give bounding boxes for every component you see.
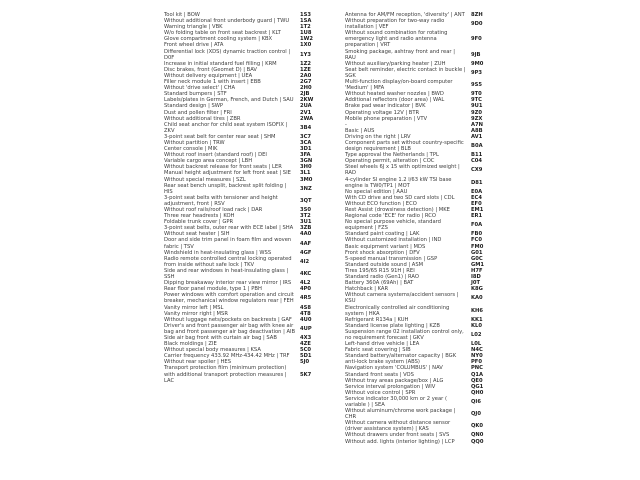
option-description: Standard front seats | VOS — [345, 371, 414, 378]
option-description: Windshield in heat-insulating glass | WSS — [164, 249, 272, 256]
option-description: With CD drive and two SD card slots | CDL — [345, 194, 455, 201]
option-code: 3M0 — [300, 176, 313, 183]
option-code: 4S8 — [300, 304, 311, 311]
option-code: 3C7 — [300, 133, 312, 140]
option-description: Mobile phone preparation | VTV — [345, 115, 428, 122]
option-description: 3-point seat belt for center rear seat | SHM — [164, 133, 276, 140]
option-code: QJ0 — [471, 411, 481, 418]
option-code: 2KW — [300, 97, 314, 104]
option-code: 5C0 — [300, 347, 312, 354]
option-description: Foldable trunk cover | GPR — [164, 219, 234, 226]
option-description: Fabric seat covering | SIB — [345, 347, 411, 354]
option-code: 3T2 — [300, 213, 311, 220]
option-description: Disc brakes, front (Geomet D) | BAV — [164, 66, 257, 73]
option-description: Standard battery/alternator capacity | BGK — [345, 353, 457, 360]
option-description: Dust and pollen filter | FRI — [164, 109, 232, 116]
option-row — [345, 439, 486, 445]
option-description: Basic equipment variant | MDS — [345, 243, 426, 250]
option-description: Left-hand drive vehicle | LEA — [345, 341, 420, 348]
option-description: Smoking package, ashtray front and rear | RAU — [345, 48, 455, 61]
option-description: Standard outside sound | ASM — [345, 261, 424, 268]
option-code: 1W2 — [300, 36, 313, 43]
option-code: E0A — [471, 188, 483, 195]
option-description: Without auxiliary/parking heater | ZUH — [345, 60, 446, 67]
option-code: 9U1 — [471, 103, 483, 110]
option-description: Driving on the right | LRV — [345, 133, 411, 140]
option-code: 2A0 — [300, 72, 312, 79]
option-code: 2V1 — [300, 109, 312, 116]
option-description: Without roof rails/roof load rack | DAR — [164, 207, 263, 213]
option-description: Tires 195/65 R15 91H | REI — [345, 267, 415, 274]
option-code: G0C — [471, 255, 483, 262]
option-description: No special purpose vehicle, standard equipment | FZS — [345, 219, 441, 232]
option-description: Navigation system 'COLUMBUS' | NAV — [345, 365, 443, 372]
option-row — [345, 140, 486, 152]
option-description: No special edition | AAU — [345, 188, 408, 195]
option-description: Standard license plate lighting | KZB — [345, 322, 440, 329]
option-description: Without preparation for two-way radio installation | VEF — [345, 18, 445, 31]
option-code: FB0 — [471, 231, 483, 238]
option-description: Increase in initial standard fuel filling | KRM — [164, 60, 277, 67]
option-description: Standard paint coating | LAK — [345, 231, 420, 238]
option-code: F0A — [471, 222, 483, 229]
option-row — [164, 49, 316, 61]
option-description: Vanity mirror left | MSL — [164, 304, 224, 311]
option-code: 3U1 — [300, 219, 312, 226]
option-code: 4P0 — [300, 286, 312, 293]
option-code: 9JB — [471, 51, 481, 58]
option-description: 3-point seat belts with tensioner and height adjustment, front | RSV — [164, 194, 278, 207]
option-description: Without voice control | SPR — [345, 389, 416, 396]
option-code: 2H0 — [300, 85, 312, 92]
option-description: Without rear spoiler | HES — [164, 359, 231, 366]
option-code: FM0 — [471, 243, 484, 250]
option-description: Type approval the Netherlands | TPL — [345, 152, 439, 159]
option-code: QN0 — [471, 432, 484, 439]
option-description: Without customized installation | IND — [345, 237, 442, 244]
option-description: Without aluminum/chrome work package | CHR — [345, 408, 456, 421]
option-code: KH6 — [471, 307, 483, 314]
option-code: 1Y3 — [300, 51, 311, 58]
option-row — [345, 67, 486, 79]
option-code: I8D — [471, 274, 481, 281]
option-code: 9F0 — [471, 36, 482, 43]
option-code: 9S5 — [471, 82, 482, 89]
option-description: W/o folding table on front seat backrest | KLT — [164, 30, 281, 37]
option-description: Side air bag front with curtain air bag | SAB — [164, 334, 277, 341]
option-code: N4C — [471, 347, 483, 354]
option-description: Without camera without distance sensor (driver assistance system) | KAS — [345, 420, 451, 433]
option-code: 3GN — [300, 158, 313, 165]
option-row — [345, 30, 486, 48]
option-row — [345, 329, 486, 341]
option-column-left — [164, 12, 316, 445]
option-row — [345, 420, 486, 432]
option-description: Without special body measures | KSA — [164, 347, 261, 354]
option-row — [345, 49, 486, 61]
option-description: Without luggage nets/pockets on backrests | GAF — [164, 316, 292, 323]
option-row — [164, 122, 316, 134]
option-code: G01 — [471, 249, 483, 256]
option-row — [164, 365, 316, 383]
option-code: B0A — [471, 143, 483, 150]
option-description: Without heated washer nozzles | BWD — [345, 91, 444, 98]
option-code: 4U0 — [300, 316, 312, 323]
option-description: Filler neck module 1 with insert | EBB — [164, 79, 261, 86]
option-code: PF0 — [471, 359, 482, 366]
option-code: H7F — [471, 267, 483, 274]
option-description: Hatchback | KAR — [345, 286, 389, 293]
option-description: Additional reflectors (door area) | WAL — [345, 97, 445, 104]
option-description: Side and rear windows in heat-insulating glass | SSH — [164, 267, 289, 281]
option-code: Q1A — [471, 371, 484, 378]
option-code: 1ZE — [300, 66, 311, 73]
option-code: J0T — [471, 280, 481, 287]
option-code: B11 — [471, 152, 483, 159]
option-description: Warning triangle | VBK — [164, 24, 223, 31]
option-description: Without camera systems/accident sensors | KSU — [345, 292, 459, 305]
option-description: Electronically controlled air conditioning system | HKA — [345, 304, 450, 317]
option-description: Brake pad wear indicator | BVK — [345, 103, 426, 110]
option-code: 4L2 — [300, 280, 311, 287]
option-description: Front shock absorption | DFV — [345, 249, 420, 256]
option-row — [164, 183, 316, 195]
option-code: 4KC — [300, 270, 312, 277]
option-description: Tool kit | BOW — [164, 12, 200, 18]
option-code: 3B4 — [300, 124, 312, 131]
option-code: QK0 — [471, 423, 484, 430]
option-description: Without ECO function | ECO — [345, 200, 417, 207]
option-description: Radio remote controlled central locking operated from inside without safe lock | TKV — [164, 255, 292, 268]
option-description: Power windows with comfort operation and circuit breaker, mechanical window regulators rear | FEH — [164, 292, 294, 305]
option-code: EM1 — [471, 207, 484, 213]
option-description: Suspension range 02 installation control only, no requirement forecast | GKV — [345, 328, 464, 341]
option-code: 8ZH — [471, 12, 483, 18]
option-description: Component parts set without country-specific design requirement | BLB — [345, 139, 464, 153]
option-code: QI6 — [471, 398, 481, 405]
option-code: GM1 — [471, 261, 485, 268]
option-description: Without tray areas package/box | ALG — [345, 377, 444, 384]
option-description: Service interval prolongation | WIV — [345, 383, 436, 390]
option-code: D81 — [471, 179, 483, 186]
option-description: Manual height adjustment for left front seat | SIE — [164, 170, 291, 177]
option-description: Without seat heater | SIH — [164, 231, 230, 238]
option-row — [164, 195, 316, 207]
option-code: 4I2 — [300, 258, 310, 265]
option-description: Vanity mirror right | MSR — [164, 310, 228, 317]
option-row — [345, 177, 486, 189]
option-description: Battery 360A (69Ah) | BAT — [345, 280, 414, 287]
option-code-document — [164, 12, 486, 445]
option-code: K8G — [471, 286, 483, 293]
option-row — [345, 408, 486, 420]
option-description: Without backrest release for front seats | LER — [164, 164, 282, 171]
option-description: Center console | MIK — [164, 146, 218, 153]
option-code: 9T0 — [471, 91, 482, 98]
option-description: Steel wheels 6J x 15 with optimized weight | RAD — [345, 164, 460, 177]
option-code: ER1 — [471, 213, 483, 220]
option-description: Without roof insert (standard roof) | DEI — [164, 152, 267, 159]
option-code: 3D1 — [300, 146, 312, 153]
option-description: Carrier frequency 433.92 MHz-434.42 MHz | TRF — [164, 353, 290, 360]
option-code: EC4 — [471, 194, 482, 201]
option-code: 1SA — [300, 18, 312, 25]
option-description: Door and side trim panel in foam film and woven fabric | TSV — [164, 237, 292, 250]
option-description: - — [345, 121, 347, 128]
option-description: Operating permit, alteration | COC — [345, 158, 435, 165]
option-code: QE0 — [471, 377, 483, 384]
option-code: 4R5 — [300, 295, 312, 302]
option-description: Without drawers under front seats | SVS — [345, 432, 450, 439]
option-description: Antenna for AM/FM reception, 'diversity' | ANT — [345, 12, 465, 18]
option-code: C04 — [471, 158, 483, 165]
option-description: 5-speed manual transmission | GSP — [345, 255, 438, 262]
option-code: 2UA — [300, 103, 312, 110]
option-code: KL0 — [471, 322, 482, 329]
option-description: Operating voltage 12V | BTR — [345, 109, 420, 116]
option-row — [164, 323, 316, 335]
option-description: Child seat anchor for child seat system ISOFIX | ZKV — [164, 121, 288, 134]
option-description: 4-cylinder SI engine 1.2 l/63 kW TSI base engine is TW0/TP1 | MOT — [345, 176, 452, 189]
option-code: QQ0 — [471, 438, 484, 445]
option-description: Driver's and front passenger air bag with knee air bag and front passenger air bag deactivation | AIB — [164, 322, 296, 335]
option-row — [164, 256, 316, 268]
option-description: Front wheel drive | ATA — [164, 42, 224, 49]
option-description: Three rear headrests | KOH — [164, 213, 235, 220]
option-description: anti-lock brake system (ABS) — [345, 359, 420, 366]
option-code: 1U8 — [300, 30, 312, 37]
option-description: Dipping breakaway interior rear view mirror | IRS — [164, 280, 292, 287]
option-code: QH0 — [471, 389, 484, 396]
option-code: L0L — [471, 341, 482, 348]
option-code: PNC — [471, 365, 483, 372]
option-code: 4AF — [300, 240, 312, 247]
option-code: 4T8 — [300, 310, 311, 317]
option-description: Black moldings | ZIE — [164, 341, 217, 348]
option-code: 2JB — [300, 91, 310, 98]
option-code: 4UP — [300, 325, 312, 332]
option-code: 5D1 — [300, 353, 312, 360]
option-row — [345, 164, 486, 176]
option-description: Without additional tires | ZBR — [164, 115, 241, 122]
option-code: EF0 — [471, 200, 482, 207]
option-row — [345, 292, 486, 304]
option-description: Transport protection film (minimum protection) with additional transport protection measures | LAC — [164, 365, 287, 384]
option-code: 2G7 — [300, 79, 312, 86]
option-description: Multi-function display/on-board computer 'Medium' | MFA — [345, 79, 453, 92]
option-description: Regional code 'ECE' for radio | RCO — [345, 213, 436, 220]
option-description: Service indicator 30,000 km or 2 year ( variable ) | SEA — [345, 395, 447, 408]
option-description: Without special measures | SZL — [164, 176, 246, 183]
option-row — [164, 268, 316, 280]
option-code: KK1 — [471, 316, 483, 323]
option-code: 9M0 — [471, 60, 484, 67]
option-description: Without sound combination for rotating emergency light and radio antenna preparation | VRT — [345, 30, 448, 49]
option-code: 9ZX — [471, 115, 483, 122]
option-code: 4ZE — [300, 341, 311, 348]
option-code: 3ZB — [300, 225, 312, 232]
option-description: Without partition | TRW — [164, 139, 225, 146]
option-code: 4A0 — [300, 231, 312, 238]
option-column-right — [345, 12, 486, 445]
option-code: 1T2 — [300, 24, 311, 31]
option-description: Standard bumpers | STF — [164, 91, 227, 98]
option-code: 4GF — [300, 249, 312, 256]
option-code: AV1 — [471, 133, 483, 140]
option-code: 3S0 — [300, 207, 311, 213]
option-code: 3CA — [300, 139, 312, 146]
option-code: 9D0 — [471, 21, 483, 28]
option-description: Standard radio (Gen1) | RAO — [345, 274, 419, 281]
option-row — [345, 396, 486, 408]
option-code: 3FA — [300, 152, 311, 159]
option-description: Refrigerant R134a | KUH — [345, 316, 409, 323]
option-description: Without delivery equipment | UEA — [164, 72, 253, 79]
option-code: 1X0 — [300, 42, 312, 49]
option-code: 3L1 — [300, 170, 311, 177]
option-code: 5K7 — [300, 371, 312, 378]
option-description: Glove compartment cooling system | KBX — [164, 36, 273, 43]
option-code: FC0 — [471, 237, 482, 244]
option-row — [345, 79, 486, 91]
option-description: 3-point seat belts, outer rear with ECE label | SHA — [164, 225, 294, 232]
option-description: Standard design | SWP — [164, 103, 224, 110]
option-description: Variable cargo area concept | LBH — [164, 158, 253, 165]
option-code: 9TC — [471, 97, 482, 104]
option-code: 1S3 — [300, 12, 311, 18]
option-code: 5J0 — [300, 359, 310, 366]
option-code: A7N — [471, 121, 483, 128]
option-description: Seat belt reminder, electric contact in buckle | SGK — [345, 66, 466, 79]
option-code: KA0 — [471, 295, 483, 302]
option-code: 3QT — [300, 197, 312, 204]
option-code: 3H0 — [300, 164, 312, 171]
option-row — [345, 305, 486, 317]
option-code: 1Z2 — [300, 60, 311, 67]
option-code: QG1 — [471, 383, 484, 390]
option-code: CX9 — [471, 167, 483, 174]
option-description: Rest Assist (drowsiness detection) | MKE — [345, 207, 450, 213]
option-row — [164, 237, 316, 249]
option-code: 4X3 — [300, 334, 312, 341]
option-code: 3NZ — [300, 185, 312, 192]
option-description: Differential lock (XDS) dynamic traction control | D0F — [164, 48, 291, 61]
option-description: Without 'drive select' | CHA — [164, 85, 236, 92]
option-code: 2WA — [300, 115, 314, 122]
option-description: Rear seat bench unsplit, backrest split folding | HIS — [164, 182, 287, 195]
option-description: Basic | AUS — [345, 127, 375, 134]
option-row — [345, 18, 486, 30]
option-code: L02 — [471, 331, 482, 338]
option-row — [345, 219, 486, 231]
option-code: 9Z0 — [471, 109, 482, 116]
option-code: A8B — [471, 127, 483, 134]
option-description: Rear floor panel module, type 1 | PBH — [164, 286, 262, 293]
option-code: NY0 — [471, 353, 483, 360]
option-row — [164, 292, 316, 304]
option-code: 9P3 — [471, 69, 483, 76]
option-description: Without add. lights (interior lighting) | LCP — [345, 438, 455, 445]
option-description: Labels/plates in German, French, and Dutch | SAU — [164, 97, 294, 104]
option-description: Without additional front underbody guard | TWU — [164, 18, 290, 25]
